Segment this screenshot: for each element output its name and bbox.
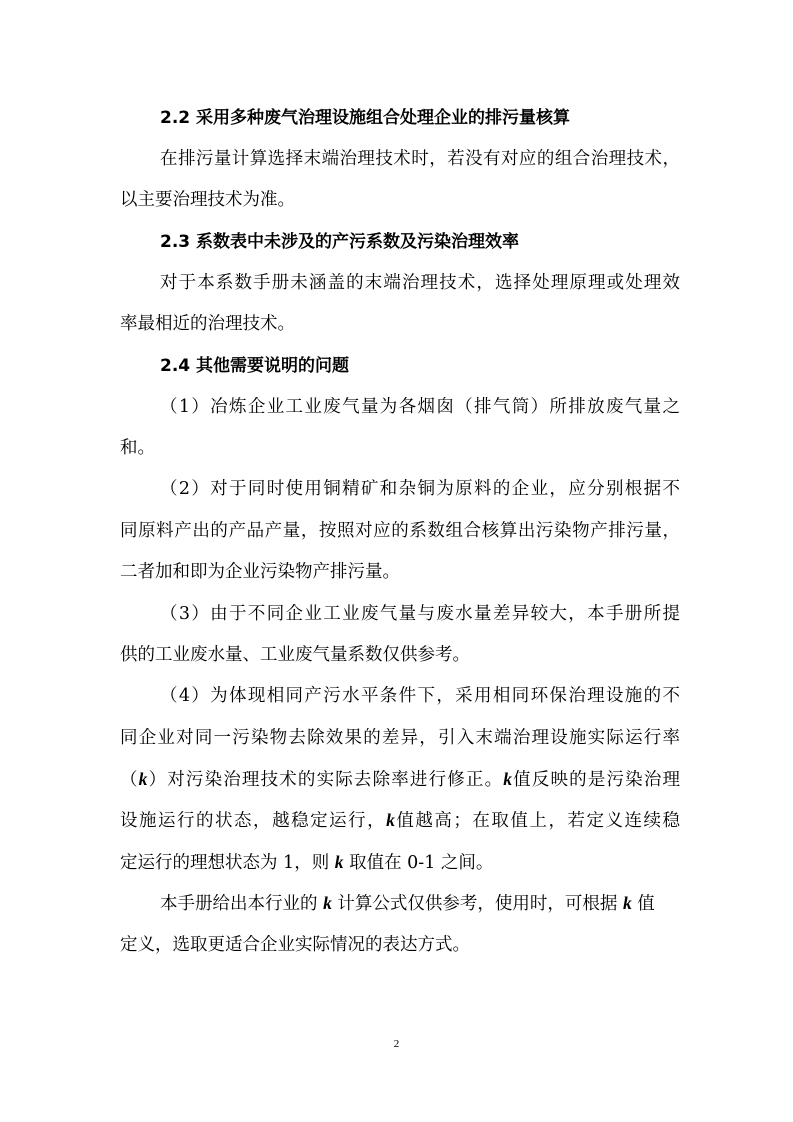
paragraph-line: （2）对于同时使用铜精矿和杂铜为原料的企业，应分别根据不 — [160, 479, 680, 500]
k-symbol: k — [503, 769, 513, 790]
text-fragment: 定运行的理想状态为 1，则 — [120, 852, 335, 873]
paragraph-line: （1）冶炼企业工业废气量为各烟囱（排气筒）所排放废气量之 — [160, 396, 680, 417]
paragraph-line — [120, 842, 680, 883]
text-fragment: 设施运行的状态，越稳定运行， — [120, 811, 387, 832]
section-heading-2-4: 2.4 其他需要说明的问题 — [160, 355, 350, 376]
k-symbol: k — [386, 810, 395, 831]
paragraph-line: 同企业对同一污染物去除效果的差异，引入末端治理设施实际运行率 — [120, 727, 680, 748]
document-body — [120, 98, 680, 966]
paragraph-line: 以主要治理技术为准。 — [120, 190, 295, 211]
list-item-3 — [120, 594, 680, 677]
paragraph-line: 率最相近的治理技术。 — [120, 314, 295, 335]
paragraph-line: 同原料产出的产品产量，按照对应的系数组合核算出污染物产排污量， — [120, 520, 680, 541]
list-item-2 — [120, 469, 680, 593]
list-item-1 — [120, 387, 680, 470]
paragraph-line — [120, 883, 680, 924]
paragraph-line: 和。 — [120, 437, 155, 458]
text-fragment: 值反映的是污染治理 — [512, 770, 681, 791]
text-fragment: 值越高；在取值上，若定义连续稳 — [394, 811, 681, 832]
text-fragment: （ — [120, 770, 139, 791]
k-symbol: k — [334, 851, 344, 872]
section-heading-2-2: 2.2 采用多种废气治理设施组合处理企业的排污量核算 — [160, 108, 571, 128]
text-fragment: 本手册给出本行业的 — [160, 894, 324, 915]
text-fragment: 取值在 0-1 之间。 — [343, 852, 494, 873]
text-fragment: 计算公式仅供参考，使用时，可根据 — [331, 894, 623, 915]
k-symbol: k — [323, 893, 332, 914]
paragraph-line: （3）由于不同企业工业废气量与废水量差异较大，本手册所提 — [160, 603, 680, 624]
paragraph-line: 二者加和即为企业污染物产排污量。 — [120, 562, 400, 583]
paragraph-line: 定义，选取更适合企业实际情况的表达方式。 — [120, 934, 470, 955]
section-heading-2-3: 2.3 系数表中未涉及的产污系数及污染治理效率 — [160, 231, 520, 252]
paragraph-line: 对于本系数手册未涵盖的末端治理技术，选择处理原理或处理效 — [160, 272, 680, 293]
k-symbol: k — [622, 893, 632, 914]
text-fragment: ）对污染治理技术的实际去除率进行修正。 — [147, 770, 504, 791]
k-symbol: k — [138, 769, 148, 790]
text-fragment: 值 — [631, 894, 655, 915]
paragraph-2-3 — [120, 263, 680, 346]
paragraph-line: 在排污量计算选择末端治理技术时，若没有对应的组合治理技术， — [160, 149, 680, 169]
paragraph-line — [120, 800, 680, 841]
paragraph-line — [120, 759, 680, 800]
paragraph-line: （4）为体现相同产污水平条件下，采用相同环保治理设施的不 — [160, 686, 680, 707]
paragraph-2-2 — [120, 139, 680, 222]
paragraph-line: 供的工业废水量、工业废气量系数仅供参考。 — [120, 644, 470, 665]
closing-paragraph — [120, 883, 680, 966]
list-item-4 — [120, 676, 680, 883]
page-number: 2 — [393, 1038, 400, 1050]
